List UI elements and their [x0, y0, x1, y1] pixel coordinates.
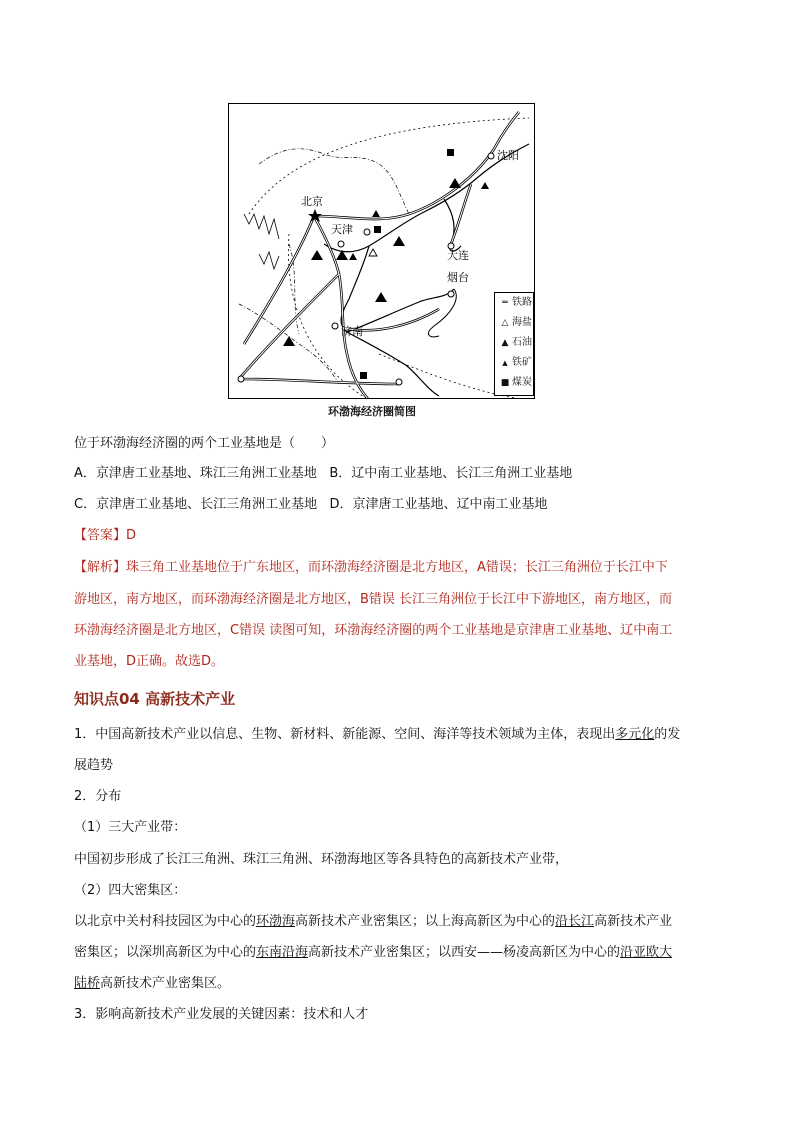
legend-coal [498, 376, 534, 390]
explanation-text-1: 珠三角工业基地位于广东地区，而环渤海经济圈是北方地区，A错误；长江三角洲位于长江中下 [126, 560, 668, 575]
p6-text-b: 高新技术产业密集区；以上海高新区为中心的 [295, 914, 556, 929]
options-row-ab [74, 466, 572, 482]
city-label-dalian: 大连 [447, 249, 469, 262]
point-2-2-line-2 [74, 945, 672, 961]
map-caption: 环渤海经济圈简图 [328, 405, 416, 418]
salt-icon: △ [501, 318, 509, 328]
explanation-line-3: 环渤海经济圈是北方地区，C错误 读图可知，环渤海经济圈的两个工业基地是京津唐工业基地、辽中南工 [74, 623, 673, 638]
map-drawing [229, 104, 535, 399]
option-a: A．京津唐工业基地、珠江三角洲工业基地 [74, 466, 317, 481]
explanation-line-1 [74, 560, 668, 576]
point-1-tail: 的发 [654, 727, 681, 742]
option-c: C．京津唐工业基地、长江三角洲工业基地 [74, 497, 318, 512]
point-1-text: 1．中国高新技术产业以信息、生物、新材料、新能源、空间、海洋等技术领域为主体，表现出 [74, 727, 616, 742]
point-2-2: （2）四大密集区： [74, 883, 187, 898]
legend-salt [498, 316, 534, 330]
point-2: 2．分布 [74, 789, 122, 804]
legend-coal-label: 煤炭 [512, 377, 532, 388]
point-3: 3．影响高新技术产业发展的关键因素：技术和人才 [74, 1007, 369, 1022]
p7-text-b: 高新技术产业密集区；以西安——杨凌高新区为中心的 [308, 945, 621, 960]
point-2-2-line-3 [74, 976, 230, 992]
point-1-underlined: 多元化 [615, 727, 655, 742]
map-figure [228, 103, 535, 399]
explanation-line-2: 游地区，南方地区，而环渤海经济圈是北方地区，B错误 长江三角洲位于长江中下游地区，南方地区，而 [74, 592, 673, 607]
answer-value: D [126, 528, 137, 543]
coal-icon: ■ [500, 378, 510, 388]
legend-railway [498, 296, 534, 310]
point-2-1-text: 中国初步形成了长江三角洲、珠江三角洲、环渤海地区等各具特色的高新技术产业带， [74, 852, 569, 867]
question-stem: 位于环渤海经济圈的两个工业基地是（ ） [74, 436, 335, 451]
point-1-line-2: 展趋势 [74, 758, 114, 773]
p8-underline: 陆桥 [74, 976, 101, 991]
iron-icon: ▲ [502, 359, 508, 367]
p6-underline-1: 环渤海 [256, 914, 296, 929]
p7-underline-1: 东南沿海 [256, 945, 309, 960]
city-label-jinan: 济南 [341, 325, 363, 338]
p8-text: 高新技术产业密集区。 [100, 976, 231, 991]
point-2-1: （1）三大产业带： [74, 820, 187, 835]
section-heading: 知识点04 高新技术产业 [74, 690, 236, 708]
city-label-yantai: 烟台 [447, 271, 469, 284]
city-label-tianjin: 天津 [331, 223, 353, 236]
point-1-line-1 [74, 727, 680, 743]
legend-oil [498, 336, 534, 350]
legend-oil-label: 石油 [512, 337, 532, 348]
explanation-tag: 【解析】 [74, 560, 127, 575]
p7-text-a: 密集区；以深圳高新区为中心的 [74, 945, 257, 960]
legend-railway-label: 铁路 [512, 297, 532, 308]
city-label-beijing: 北京 [301, 195, 323, 208]
city-label-shenyang: 沈阳 [497, 149, 519, 162]
legend-iron [498, 356, 534, 370]
p6-underline-2: 沿长江 [555, 914, 595, 929]
p6-text-a: 以北京中关村科技园区为中心的 [74, 914, 257, 929]
map-legend [494, 292, 534, 396]
option-d: D．京津唐工业基地、辽中南工业基地 [329, 497, 548, 512]
railway-icon: ═ [502, 298, 508, 308]
legend-iron-label: 铁矿 [512, 357, 532, 368]
option-b: B．辽中南工业基地、长江三角洲工业基地 [329, 466, 573, 481]
answer-tag: 【答案】 [74, 528, 127, 543]
answer-line [74, 528, 136, 544]
explanation-line-4: 业基地，D正确。故选D。 [74, 654, 225, 669]
oil-icon: ▲ [501, 338, 509, 348]
p6-text-c: 高新技术产业 [594, 914, 673, 929]
legend-salt-label: 海盐 [512, 317, 532, 328]
options-row-cd [74, 497, 548, 513]
point-2-2-line-1 [74, 914, 672, 930]
p7-underline-2: 沿亚欧大 [620, 945, 673, 960]
